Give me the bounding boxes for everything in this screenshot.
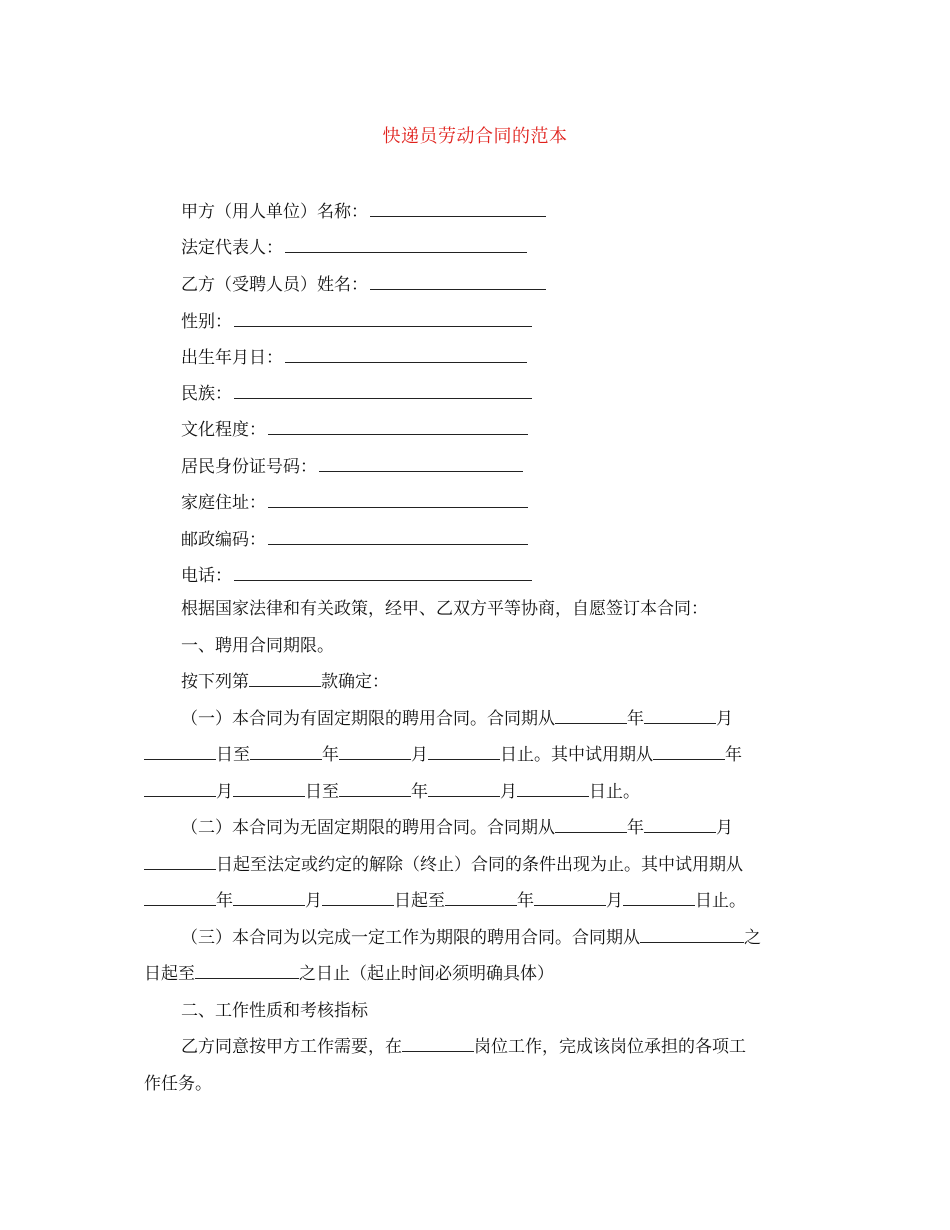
fill-line[interactable] xyxy=(144,851,216,870)
fill-line[interactable] xyxy=(285,234,527,253)
field-ethnicity: 民族： xyxy=(181,380,532,406)
work-line-2: 作任务。 xyxy=(144,1073,212,1094)
fill-line[interactable] xyxy=(319,453,523,472)
fill-line[interactable] xyxy=(402,1033,474,1052)
fill-line[interactable] xyxy=(234,308,532,327)
fill-line[interactable] xyxy=(144,741,216,760)
fill-line[interactable] xyxy=(428,778,500,797)
section-2-heading: 二、工作性质和考核指标 xyxy=(181,1000,368,1021)
clause-2-line-2: 日起至法定或约定的解除（终止）合同的条件出现为止。其中试用期从 xyxy=(144,847,809,884)
fill-line[interactable] xyxy=(517,778,589,797)
fill-line[interactable] xyxy=(640,924,744,943)
fill-line[interactable] xyxy=(644,814,716,833)
field-birth-date: 出生年月日： xyxy=(181,344,527,370)
fill-line[interactable] xyxy=(268,416,528,435)
fill-line[interactable] xyxy=(144,778,216,797)
fill-line[interactable] xyxy=(322,887,394,906)
fill-line[interactable] xyxy=(233,778,305,797)
clause-select: 按下列第 款确定： xyxy=(144,664,809,701)
fill-line[interactable] xyxy=(644,705,716,724)
fill-line[interactable] xyxy=(144,887,216,906)
fill-line[interactable] xyxy=(534,887,606,906)
fill-line[interactable] xyxy=(234,380,532,399)
fill-line[interactable] xyxy=(195,960,299,979)
fill-line[interactable] xyxy=(268,489,528,508)
clause-2-line-1: （二）本合同为无固定期限的聘用合同。合同期从 年 月 xyxy=(144,810,809,847)
clause-1-line-1: （一）本合同为有固定期限的聘用合同。合同期从 年 月 xyxy=(144,701,809,738)
document-title: 快递员劳动合同的范本 xyxy=(382,126,568,147)
field-phone: 电话： xyxy=(181,562,532,588)
fill-line[interactable] xyxy=(445,887,517,906)
fill-line[interactable] xyxy=(249,668,321,687)
fill-line[interactable] xyxy=(370,198,546,217)
fill-line[interactable] xyxy=(555,814,627,833)
field-employee-name: 乙方（受聘人员）姓名： xyxy=(181,271,546,297)
field-legal-rep: 法定代表人： xyxy=(181,234,527,260)
fill-line[interactable] xyxy=(339,741,411,760)
fill-line[interactable] xyxy=(339,778,411,797)
field-employer-name: 甲方（用人单位）名称： xyxy=(181,198,546,224)
clause-1-line-3: 月 日至 年 月 日止。 xyxy=(144,774,809,811)
fill-line[interactable] xyxy=(555,705,627,724)
field-home-address: 家庭住址： xyxy=(181,489,528,515)
fill-line[interactable] xyxy=(285,344,527,363)
clause-1-line-2: 日至 年 月 日止。其中试用期从 年 xyxy=(144,737,809,774)
clause-3-line-2: 日起至 之日止（起止时间必须明确具体） xyxy=(144,956,809,993)
clause-2-line-3: 年 月 日起至 年 月 日止。 xyxy=(144,883,809,920)
intro-text: 根据国家法律和有关政策，经甲、乙双方平等协商，自愿签订本合同： xyxy=(181,599,708,619)
fill-line[interactable] xyxy=(233,887,305,906)
fill-line[interactable] xyxy=(653,741,725,760)
fill-line[interactable] xyxy=(234,562,532,581)
fill-line[interactable] xyxy=(623,887,695,906)
fill-line[interactable] xyxy=(428,741,500,760)
section-1-heading: 一、聘用合同期限。 xyxy=(181,635,334,656)
field-postal-code: 邮政编码： xyxy=(181,526,528,552)
work-line-1: 乙方同意按甲方工作需要，在 岗位工作，完成该岗位承担的各项工 xyxy=(144,1029,809,1066)
field-education: 文化程度： xyxy=(181,416,528,442)
field-id-number: 居民身份证号码： xyxy=(181,453,523,479)
fill-line[interactable] xyxy=(370,271,546,290)
fill-line[interactable] xyxy=(268,526,528,545)
field-gender: 性别： xyxy=(181,308,532,334)
fill-line[interactable] xyxy=(250,741,322,760)
contract-body xyxy=(144,591,809,1102)
clause-3-line-1: （三）本合同为以完成一定工作为期限的聘用合同。合同期从 之 xyxy=(144,920,809,957)
